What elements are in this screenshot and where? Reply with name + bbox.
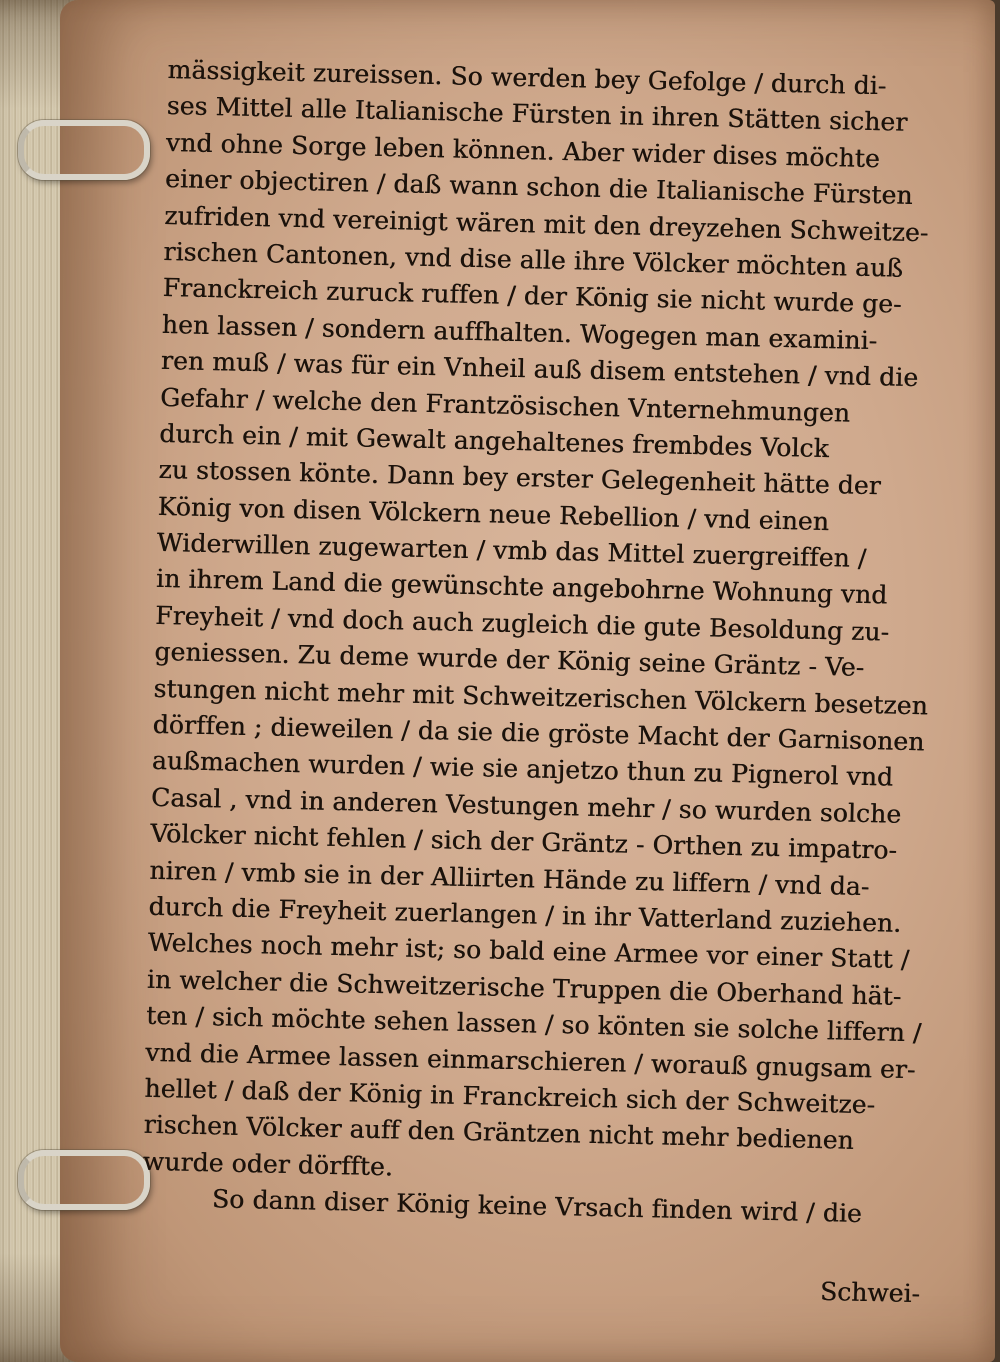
- text-line: Welches noch mehr ist; so bald eine Armee vor einer Statt /: [147, 928, 910, 975]
- body-text: [142, 52, 958, 1234]
- text-line: ses Mittel alle Italianische Fürsten in ihren Stätten sicher: [166, 91, 908, 138]
- text-line: rischen Cantonen, vnd dise alle ihre Völcker möchten auß: [163, 236, 904, 283]
- text-line: dörffen ; dieweilen / da sie die gröste Macht der Garnisonen: [152, 709, 925, 757]
- catchword: Schwei-: [819, 1276, 921, 1309]
- text-line: stungen nicht mehr mit Schweitzerischen Völckern besetzen: [153, 673, 929, 721]
- paper-clip-top: [18, 120, 150, 180]
- text-line: rischen Völcker auff den Gräntzen nicht mehr bedienen: [143, 1110, 855, 1156]
- paper-clip-bottom: [18, 1150, 150, 1210]
- text-line: ten / sich möchte sehen lassen / so könten sie solche liffern /: [145, 1000, 922, 1048]
- text-line: durch ein / mit Gewalt angehaltenes frembdes Volck: [159, 418, 830, 463]
- text-line: in welcher die Schweitzerische Truppen die Oberhand hät-: [146, 964, 902, 1011]
- text-line: vnd ohne Sorge leben können. Aber wider dises möchte: [165, 127, 881, 173]
- text-line: niren / vmb sie in der Alliirten Hände zu liffern / vnd da-: [149, 855, 870, 901]
- text-line: zu stossen könte. Dann bey erster Gelegenheit hätte der: [158, 455, 882, 501]
- text-line: mässigkeit zureissen. So werden bey Gefolge / durch di-: [167, 54, 887, 101]
- text-line: ren muß / was für ein Vnheil auß disem entstehen / vnd die: [160, 346, 919, 393]
- text-line: hellet / daß der König in Franckreich sich der Schweitze-: [144, 1073, 876, 1120]
- text-line: hen lassen / sondern auffhalten. Wogegen man examini-: [161, 309, 878, 355]
- text-line: Widerwillen zugewarten / vmb das Mittel zuergreiffen /: [156, 527, 867, 574]
- text-line: außmachen wurden / wie sie anjetzo thun zu Pignerol vnd: [151, 746, 894, 793]
- paragraph-start-line: So dann diser König keine Vrsach finden wird / die: [211, 1184, 863, 1229]
- text-line: einer objectiren / daß wann schon die Italianische Fürsten: [164, 164, 913, 211]
- text-line: Franckreich zuruck ruffen / der König sie nicht wurde ge-: [162, 273, 902, 320]
- text-line: Freyheit / vnd doch auch zugleich die gute Besoldung zu-: [154, 600, 890, 647]
- text-line: durch die Freyheit zuerlangen / in ihr Vatterland zuziehen.: [148, 891, 902, 938]
- text-line: geniessen. Zu deme wurde der König seine Gräntz - Ve-: [154, 637, 865, 683]
- text-line: Gefahr / welche den Frantzösischen Vnternehmungen: [159, 382, 851, 428]
- text-line: zufriden vnd vereinigt wären mit den dreyzehen Schweitze-: [163, 200, 929, 247]
- text-line: Völcker nicht fehlen / sich der Gräntz - Orthen zu impatro-: [149, 819, 898, 865]
- text-line: vnd die Armee lassen einmarschieren / worauß gnugsam er-: [144, 1037, 916, 1084]
- text-line: in ihrem Land die gewünschte angebohrne Wohnung vnd: [155, 564, 888, 610]
- text-line: König von disen Völckern neue Rebellion / vnd einen: [157, 491, 830, 536]
- text-line: wurde oder dörffte.: [142, 1146, 394, 1182]
- text-line: Casal , vnd in anderen Vestungen mehr / so wurden solche: [150, 782, 902, 829]
